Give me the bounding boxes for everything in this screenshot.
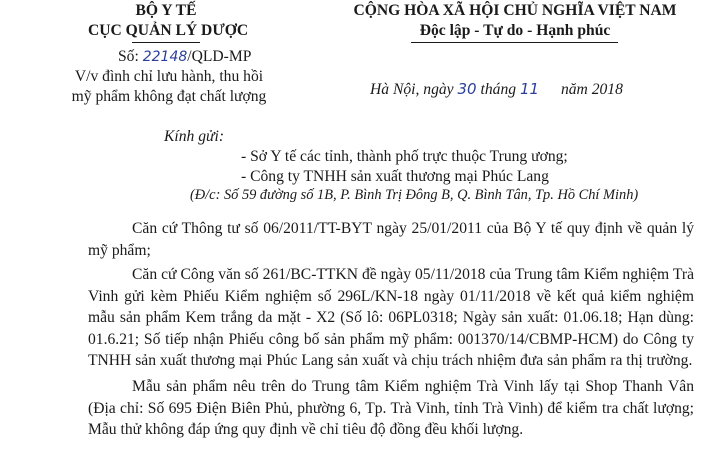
motto: Độc lập - Tự do - Hạnh phúc xyxy=(419,22,611,39)
motto-underline xyxy=(411,42,618,43)
date-month: 11 xyxy=(519,80,540,98)
date-line xyxy=(370,80,623,99)
body-paragraph-3: Mẫu sản phẩm nêu trên do Trung tâm Kiểm nghiệm Trà Vinh lấy tại Shop Thanh Vân (Địa chỉ: Số 695 Điện Biên Phủ, phường 6, Tp. Trà Vinh, tỉnh Trà Vinh) để kiểm tra chất lượng; Mẫu thử không đáp ứng quy định về chỉ tiêu độ đồng đều khối lượng. xyxy=(88,378,694,439)
date-day: 30 xyxy=(457,80,477,98)
date-month-label: tháng xyxy=(480,81,517,98)
body-paragraph-2: Căn cứ Công văn số 261/BC-TTKN đề ngày 05/11/2018 của Trung tâm Kiểm nghiệm Trà Vinh gửi kèm Phiếu Kiểm nghiệm số 296L/KN-18 ngày 01/11/2018 về kết quả kiểm nghiệm mẫu sản phẩm Kem trắng da mặt - X2 (Số lô: 06PL0318; Ngày sản xuất: 01.06.18; Hạn dùng: 01.6.21; Số tiếp nhận Phiếu công bố sản phẩm mỹ phẩm: 001370/14/CBMP-HCM) do Công ty TNHH sản xuất thương mại Phúc Lang sản xuất và chịu trách nhiệm đưa sản phẩm ra thị trường. xyxy=(88,266,694,370)
recipient-address: (Đ/c: Số 59 đường số 1B, P. Bình Trị Đông B, Q. Bình Tân, Tp. Hồ Chí Minh) xyxy=(190,187,639,203)
recipient-1: - Sở Y tế các tỉnh, thành phố trực thuộc Trung ương; xyxy=(241,148,568,165)
date-place: Hà Nội, ngày xyxy=(370,81,454,98)
greeting: Kính gửi: xyxy=(164,128,225,145)
doc-number-handwritten: 22148 xyxy=(142,49,188,65)
subject-line-1: V/v đình chỉ lưu hành, thu hồi xyxy=(74,68,264,85)
nation-title: CỘNG HÒA XÃ HỘI CHỦ NGHĨA VIỆT NAM xyxy=(353,2,677,19)
recipient-2: - Công ty TNHH sản xuất thương mại Phúc Lang xyxy=(241,168,549,185)
date-year: năm 2018 xyxy=(560,81,623,98)
doc-number-suffix: /QLD-MP xyxy=(187,48,252,65)
subject-line-2: mỹ phẩm không đạt chất lượng xyxy=(71,88,267,105)
doc-number xyxy=(118,48,251,66)
department-name: CỤC QUẢN LÝ DƯỢC xyxy=(88,22,249,39)
ministry-name: BỘ Y TẾ xyxy=(135,2,197,19)
department-underline xyxy=(132,42,200,43)
body-paragraph-1: Căn cứ Thông tư số 06/2011/TT-BYT ngày 25/01/2011 của Bộ Y tế quy định về quản lý mỹ phẩm; xyxy=(88,220,694,259)
doc-number-prefix: Số: xyxy=(118,48,139,65)
